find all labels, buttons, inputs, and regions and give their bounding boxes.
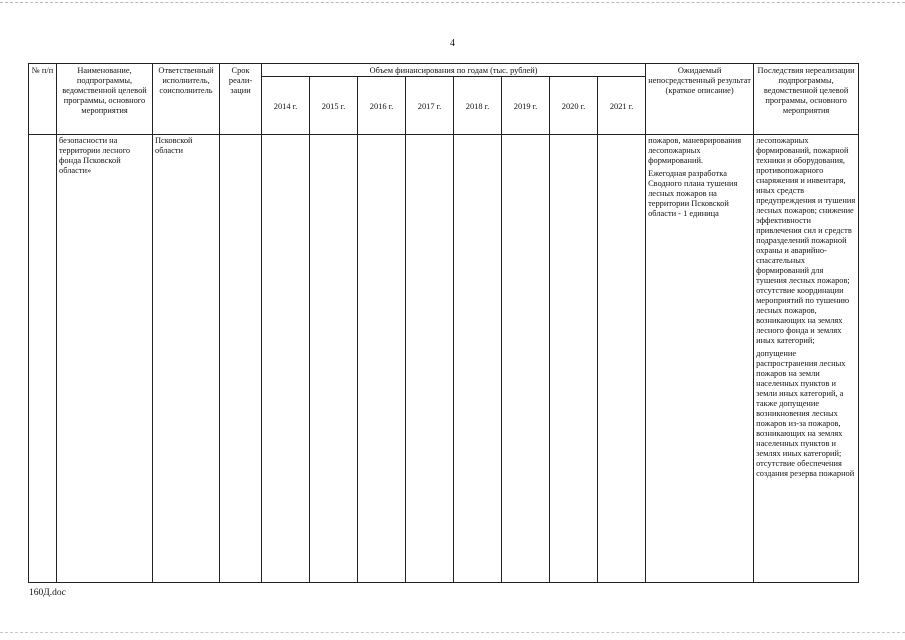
row-year-2014 [262, 135, 310, 583]
row-year-2019 [502, 135, 550, 583]
row-executor: Псковской области [153, 135, 220, 583]
header-year-2016: 2016 г. [358, 77, 406, 135]
header-year-2015: 2015 г. [310, 77, 358, 135]
program-table [28, 63, 859, 583]
footer-filename: 160Д.doc [29, 588, 66, 598]
header-year-2019: 2019 г. [502, 77, 550, 135]
header-year-2020: 2020 г. [550, 77, 598, 135]
row-year-2018 [454, 135, 502, 583]
page-number: 4 [450, 38, 455, 49]
header-year-2018: 2018 г. [454, 77, 502, 135]
header-year-2014: 2014 г. [262, 77, 310, 135]
row-result [646, 135, 754, 583]
row-consequences [754, 135, 859, 583]
header-num: № п/п [29, 64, 57, 135]
row-name: безопасности на территории лесного фонда Псковской области» [57, 135, 153, 583]
header-funding-group: Объем финансирования по годам (тыс. рублей) [262, 64, 646, 77]
consequence-paragraph: лесопожарных формирований, пожарной техники и оборудования, противопожарного снаряжения и инвентаря, иных средств предупреждения и тушения лесных пожаров; снижение эффективности привлечения сил и средств подразделений пожарной охраны и аварийно-спасательных формирований для тушения лесных пожаров; отсутствие координации мероприятий по тушению лесных пожаров, возникающих на землях лесного фонда и землях иных категорий; [756, 136, 856, 345]
row-term [220, 135, 262, 583]
row-year-2021 [598, 135, 646, 583]
scan-edge-top [0, 2, 905, 3]
row-year-2017 [406, 135, 454, 583]
header-name: Наименование, подпрограммы, ведомственной целевой программы, основного мероприятия [57, 64, 153, 135]
header-executor: Ответственный исполнитель, соисполнитель [153, 64, 220, 135]
scan-edge-bottom [0, 632, 905, 633]
row-year-2020 [550, 135, 598, 583]
header-year-2017: 2017 г. [406, 77, 454, 135]
header-result: Ожидаемый непосредственный результат (краткое описание) [646, 64, 754, 135]
header-year-2021: 2021 г. [598, 77, 646, 135]
result-paragraph: Ежегодная разработка Сводного плана тушения лесных пожаров на территории Псковской области - 1 единица [648, 169, 738, 218]
row-year-2016 [358, 135, 406, 583]
row-year-2015 [310, 135, 358, 583]
row-num [29, 135, 57, 583]
consequence-paragraph: допущение распространения лесных пожаров на земли населенных пунктов и земли иных категорий, а также допущение возникновения лесных пожаров из-за пожаров, возникающих на землях населенных пунктов и землях иных категорий; отсутствие обеспечения создания резерва пожарной [756, 349, 855, 478]
result-paragraph: пожаров, маневрирования лесопожарных формирований. [648, 136, 742, 165]
header-consequences: Последствия нереализации подпрограммы, ведомственной целевой программы, основного мероприятия [754, 64, 859, 135]
header-term: Срок реали-зации [220, 64, 262, 135]
